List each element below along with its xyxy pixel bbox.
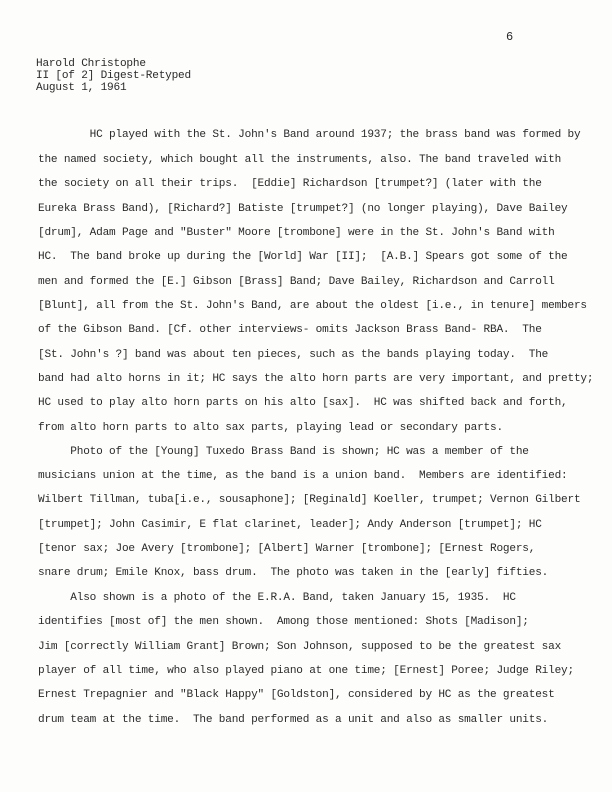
body-line: Ernest Trepagnier and "Black Happy" [Goldston], considered by HC as the greatest xyxy=(38,689,555,701)
body-line: player of all time, who also played piano at one time; [Ernest] Poree; Judge Riley; xyxy=(38,665,574,677)
body-line: drum team at the time. The band performed as a unit and also as smaller units. xyxy=(38,714,549,726)
body-line: Eureka Brass Band), [Richard?] Batiste [trumpet?] (no longer playing), Dave Bailey xyxy=(38,203,568,215)
body-line: men and formed the [E.] Gibson [Brass] Band; Dave Bailey, Richardson and Carroll xyxy=(38,276,555,288)
body-line: from alto horn parts to alto sax parts, playing lead or secondary parts. xyxy=(38,422,503,434)
body-line: Photo of the [Young] Tuxedo Brass Band is shown; HC was a member of the xyxy=(38,446,529,458)
body-line: [trumpet]; John Casimir, E flat clarinet, leader]; Andy Anderson [trumpet]; HC xyxy=(38,519,542,531)
body-line: of the Gibson Band. [Cf. other interviews- omits Jackson Brass Band- RBA. The xyxy=(38,324,542,336)
body-line: [Blunt], all from the St. John's Band, are about the oldest [i.e., in tenure] members xyxy=(38,300,587,312)
body-line: [tenor sax; Joe Avery [trombone]; [Albert] Warner [trombone]; [Ernest Rogers, xyxy=(38,543,536,555)
body-line: the society on all their trips. [Eddie] Richardson [trumpet?] (later with the xyxy=(38,178,542,190)
body-line: the named society, which bought all the instruments, also. The band traveled with xyxy=(38,154,562,166)
body-line: snare drum; Emile Knox, bass drum. The photo was taken in the [early] fifties. xyxy=(38,567,549,579)
body-line: [drum], Adam Page and "Buster" Moore [trombone] were in the St. John's Band with xyxy=(38,227,555,239)
interviewee-name: Harold Christophe xyxy=(36,58,146,70)
body-line: Also shown is a photo of the E.R.A. Band, taken January 15, 1935. HC xyxy=(38,592,516,604)
page-number: 6 xyxy=(506,30,514,44)
body-line: HC played with the St. John's Band around 1937; the brass band was formed by xyxy=(38,129,581,141)
body-line: Jim [correctly William Grant] Brown; Son Johnson, supposed to be the greatest sax xyxy=(38,641,562,653)
body-line: HC used to play alto horn parts on his alto [sax]. HC was shifted back and forth, xyxy=(38,397,568,409)
body-line: musicians union at the time, as the band is a union band. Members are identified: xyxy=(38,470,568,482)
interview-date: August 1, 1961 xyxy=(36,82,127,94)
body-line: HC. The band broke up during the [World] War [II]; [A.B.] Spears got some of the xyxy=(38,251,568,263)
body-line: Wilbert Tillman, tuba[i.e., sousaphone]; [Reginald] Koeller, trumpet; Vernon Gilbert xyxy=(38,494,581,506)
body-line: identifies [most of] the men shown. Among those mentioned: Shots [Madison]; xyxy=(38,616,529,628)
body-line: [St. John's ?] band was about ten pieces, such as the bands playing today. The xyxy=(38,349,549,361)
body-line: band had alto horns in it; HC says the alto horn parts are very important, and pretty; xyxy=(38,373,594,385)
reel-label: II [of 2] Digest-Retyped xyxy=(36,70,191,82)
